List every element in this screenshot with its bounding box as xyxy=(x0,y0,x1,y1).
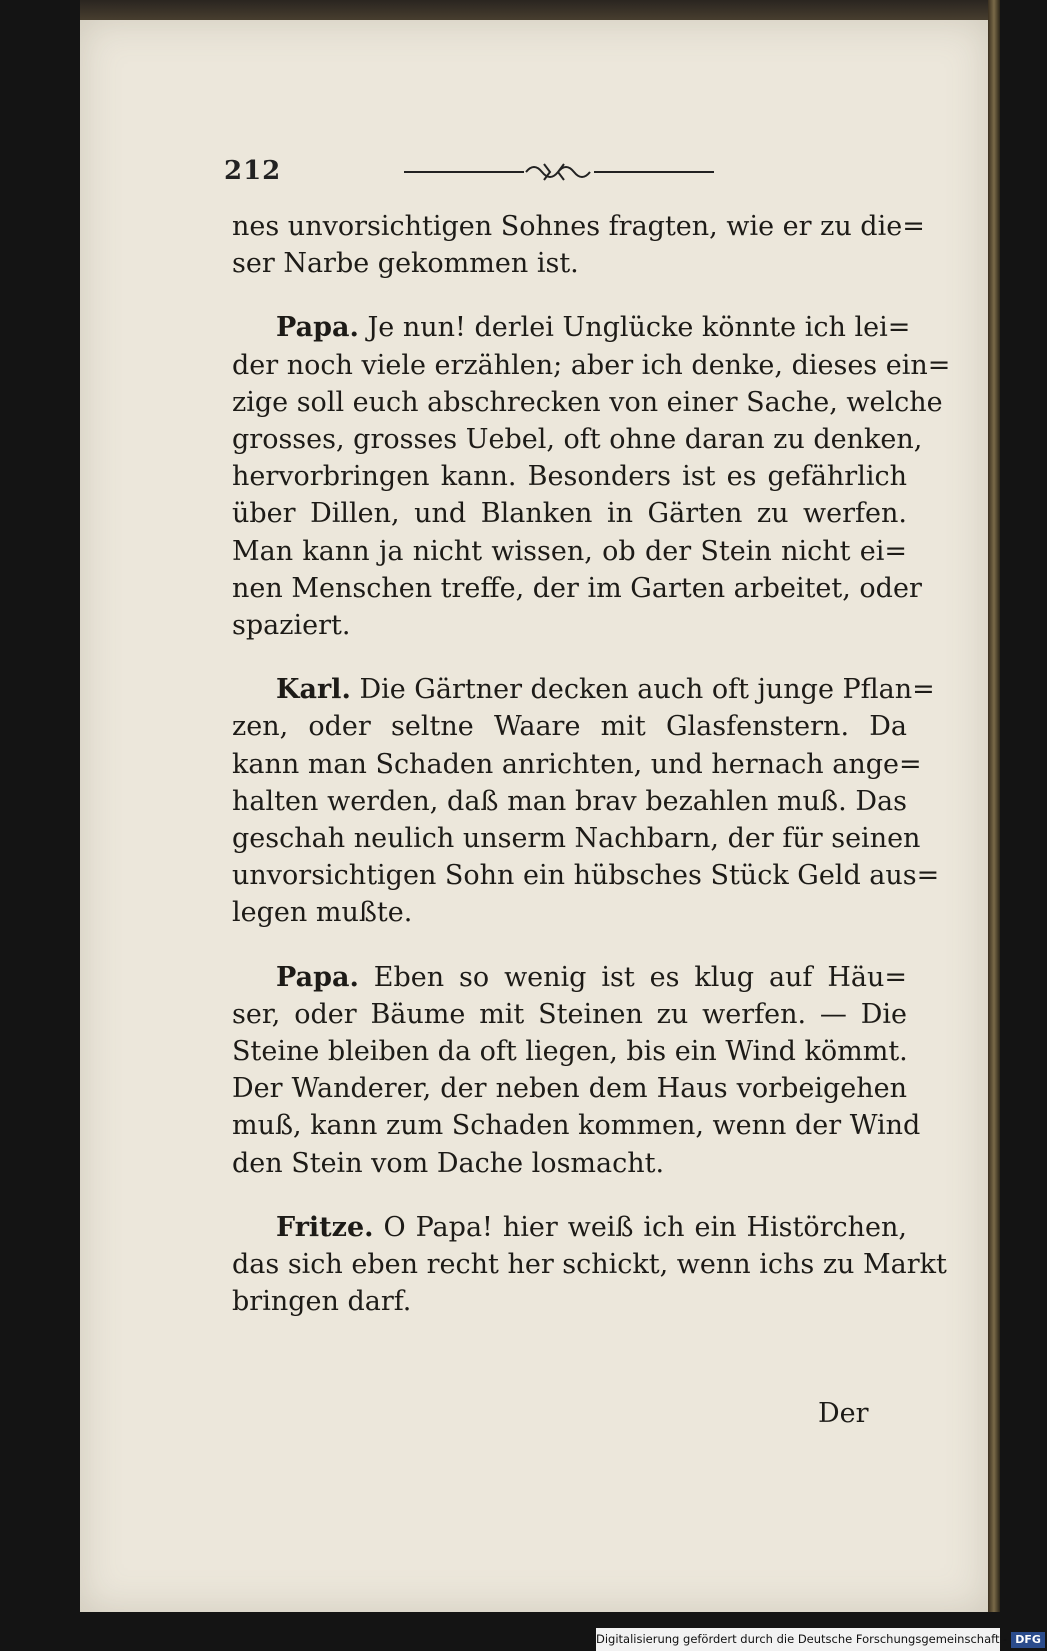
text-line xyxy=(232,1209,907,1246)
line-text: muß, kann zum Schaden kommen, wenn der Wind xyxy=(232,1110,921,1142)
paragraph xyxy=(232,671,940,931)
text-line xyxy=(232,820,921,857)
page-header xyxy=(224,156,904,186)
text-line xyxy=(232,384,943,421)
text-line xyxy=(232,607,907,644)
text-line xyxy=(232,208,925,245)
book-edge xyxy=(988,0,1000,1612)
text-line xyxy=(232,245,907,282)
line-text: legen mußte. xyxy=(232,897,413,929)
line-text: der noch viele erzählen; aber ich denke, dieses ein= xyxy=(232,349,951,381)
line-text: O Papa! hier weiß ich ein Histörchen, xyxy=(383,1211,907,1243)
line-text: Je nun! derlei Unglücke könnte ich lei= xyxy=(367,312,911,344)
text-line xyxy=(232,783,907,820)
line-text: das sich eben recht her schickt, wenn ichs zu Markt xyxy=(232,1249,947,1281)
text-line xyxy=(232,894,907,931)
book-top-edge xyxy=(80,0,1000,22)
catchword: Der xyxy=(818,1398,869,1429)
line-text: spaziert. xyxy=(232,610,351,642)
footer-text: Digitalisierung gefördert durch die Deutsche Forschungsgemeinschaft - xyxy=(596,1632,1008,1646)
line-text: nen Menschen treffe, der im Garten arbeitet, oder xyxy=(232,572,922,604)
text-line xyxy=(232,959,907,996)
text-line xyxy=(232,1246,947,1283)
page-number: 212 xyxy=(224,156,282,186)
line-text: unvorsichtigen Sohn ein hübsches Stück Geld aus= xyxy=(232,860,940,892)
line-text: bringen darf. xyxy=(232,1286,412,1318)
text-line xyxy=(232,533,907,570)
text-line xyxy=(232,1107,921,1144)
text-line xyxy=(232,708,907,745)
paragraph xyxy=(232,208,925,282)
line-text: zige soll euch abschrecken von einer Sache, welche xyxy=(232,386,943,418)
line-text: Steine bleiben da oft liegen, bis ein Wind kömmt. xyxy=(232,1036,908,1068)
paragraph xyxy=(232,959,921,1182)
text-line xyxy=(232,671,935,708)
speaker-name: Karl. xyxy=(276,674,351,706)
line-text: Man kann ja nicht wissen, ob der Stein nicht ei= xyxy=(232,535,907,567)
text-line xyxy=(232,309,911,346)
page-text xyxy=(232,208,951,1347)
text-line xyxy=(232,1145,907,1182)
line-text: Eben so wenig ist es klug auf Häu= xyxy=(373,961,907,993)
text-line xyxy=(232,1033,907,1070)
speaker-name: Fritze. xyxy=(276,1211,374,1243)
text-line xyxy=(232,746,922,783)
text-line xyxy=(232,570,922,607)
text-line xyxy=(232,421,923,458)
line-text: hervorbringen kann. Besonders ist es gefährlich xyxy=(232,461,907,493)
line-text: kann man Schaden anrichten, und hernach ange= xyxy=(232,748,922,780)
text-line xyxy=(232,1283,907,1320)
line-text: geschah neulich unserm Nachbarn, der für seinen xyxy=(232,823,921,855)
line-text: Die Gärtner decken auch oft junge Pflan= xyxy=(359,674,935,706)
line-text: zen, oder seltne Waare mit Glasfenstern. Da xyxy=(232,711,907,743)
digitization-footer xyxy=(596,1628,1041,1651)
text-line xyxy=(232,996,907,1033)
line-text: den Stein vom Dache losmacht. xyxy=(232,1147,665,1179)
line-text: nes unvorsichtigen Sohnes fragten, wie er zu die= xyxy=(232,211,925,242)
text-line xyxy=(232,347,951,384)
text-line xyxy=(232,458,907,495)
text-line xyxy=(232,495,907,532)
dfg-logo: DFG xyxy=(1011,1632,1045,1648)
line-text: ser, oder Bäume mit Steinen zu werfen. — Die xyxy=(232,998,907,1030)
line-text: halten werden, daß man brav bezahlen muß. Das xyxy=(232,785,907,817)
paragraph xyxy=(232,1209,947,1321)
text-line xyxy=(232,1070,907,1107)
text-line xyxy=(232,857,940,894)
speaker-name: Papa. xyxy=(276,961,359,993)
line-text: ser Narbe gekommen ist. xyxy=(232,248,579,280)
line-text: Der Wanderer, der neben dem Haus vorbeigehen xyxy=(232,1073,907,1105)
line-text: über Dillen, und Blanken in Gärten zu werfen. xyxy=(232,498,907,530)
paragraph xyxy=(232,309,951,644)
line-text: grosses, grosses Uebel, oft ohne daran zu denken, xyxy=(232,424,923,456)
speaker-name: Papa. xyxy=(276,312,359,344)
ornament-rule-icon xyxy=(404,160,714,184)
